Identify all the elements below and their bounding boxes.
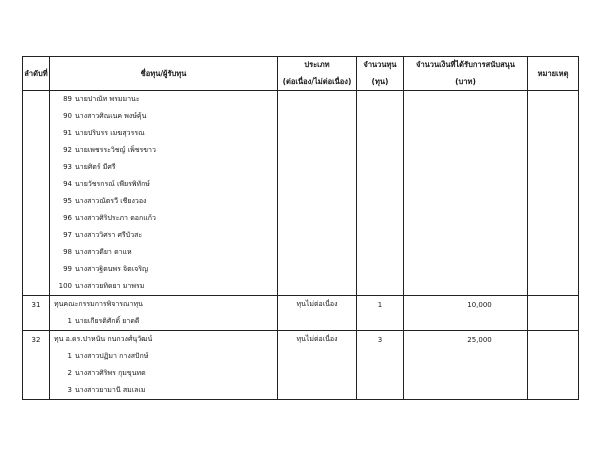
member-name: นายปาณัท พรมมานะ — [75, 95, 140, 103]
table-row — [23, 91, 579, 109]
member-entry — [50, 351, 148, 362]
member-entry — [50, 162, 116, 173]
member-cell — [50, 261, 278, 278]
member-entry — [50, 247, 132, 258]
member-entry — [50, 94, 140, 105]
col-name-header: ชื่อทุน/ผู้รับทุน — [50, 57, 278, 91]
amount-cell — [404, 365, 528, 382]
col-amount-subheader: (บาท) — [404, 74, 528, 91]
grant-count: 1 — [357, 296, 404, 314]
member-number: 95 — [63, 197, 72, 205]
amount-cell — [404, 108, 528, 125]
grant-amount: 10,000 — [404, 296, 528, 314]
type-cell — [278, 278, 357, 296]
type-cell — [278, 348, 357, 365]
amount-cell — [404, 313, 528, 331]
member-number: 89 — [63, 95, 72, 103]
count-cell — [357, 365, 404, 382]
count-cell — [357, 125, 404, 142]
amount-cell — [404, 176, 528, 193]
col-count-subheader: (ทุน) — [357, 74, 404, 91]
member-entry — [50, 385, 145, 396]
member-number: 91 — [63, 129, 72, 137]
no-cell — [23, 278, 50, 296]
member-number: 2 — [67, 369, 72, 377]
table-row — [23, 159, 579, 176]
grant-no: 31 — [23, 296, 50, 314]
no-cell — [23, 159, 50, 176]
table-row — [23, 210, 579, 227]
count-cell — [357, 382, 404, 400]
amount-cell — [404, 244, 528, 261]
col-amount-header: จำนวนเงินที่ได้รับการสนับสนุน — [404, 57, 528, 74]
amount-cell — [404, 227, 528, 244]
type-cell — [278, 159, 357, 176]
member-cell — [50, 382, 278, 400]
note-cell — [528, 244, 579, 261]
member-number: 96 — [63, 214, 72, 222]
member-cell — [50, 91, 278, 109]
amount-cell — [404, 142, 528, 159]
member-entry — [50, 128, 145, 139]
member-cell — [50, 125, 278, 142]
no-cell — [23, 244, 50, 261]
grant-amount: 25,000 — [404, 331, 528, 349]
member-number: 100 — [58, 282, 72, 290]
grant-title: ทุนคณะกรรมการพิจารณาทุน — [50, 296, 278, 314]
member-name: นายวัชรกรณ์ เพียรพิทักษ์ — [75, 180, 150, 188]
note-cell — [528, 296, 579, 314]
note-cell — [528, 227, 579, 244]
member-entry — [50, 213, 156, 224]
member-entry — [50, 179, 150, 190]
col-note-header: หมายเหตุ — [528, 57, 579, 91]
amount-cell — [404, 348, 528, 365]
grant-title: ทุน อ.ดร.ปาหนัน กนกวงศ์นุวัฒน์ — [50, 331, 278, 349]
table-row — [23, 348, 579, 365]
member-number: 90 — [63, 112, 72, 120]
member-number: 93 — [63, 163, 72, 171]
table-row — [23, 278, 579, 296]
note-cell — [528, 365, 579, 382]
note-cell — [528, 91, 579, 109]
type-cell — [278, 382, 357, 400]
member-name: นางสาวดียา ดาแห — [75, 248, 132, 256]
note-cell — [528, 193, 579, 210]
member-name: นางสาวศิริพร กุมขุนทด — [75, 369, 146, 377]
member-number: 1 — [67, 352, 72, 360]
member-entry — [50, 145, 156, 156]
count-cell — [357, 348, 404, 365]
no-cell — [23, 176, 50, 193]
col-type-subheader: (ต่อเนื่อง/ไม่ต่อเนื่อง) — [278, 74, 357, 91]
count-cell — [357, 227, 404, 244]
count-cell — [357, 278, 404, 296]
member-name: นายปริบรร เมฆสุวรรณ — [75, 129, 145, 137]
grant-type: ทุนไม่ต่อเนื่อง — [278, 331, 357, 349]
table-row — [23, 176, 579, 193]
type-cell — [278, 91, 357, 109]
member-name: นางสาวยามานี สมเลเม — [75, 386, 146, 394]
no-cell — [23, 193, 50, 210]
type-cell — [278, 176, 357, 193]
member-name: นายศิตร์ มีศรี — [75, 163, 116, 171]
count-cell — [357, 193, 404, 210]
type-cell — [278, 313, 357, 331]
amount-cell — [404, 278, 528, 296]
type-cell — [278, 193, 357, 210]
no-cell — [23, 261, 50, 278]
note-cell — [528, 382, 579, 400]
member-entry — [50, 264, 148, 275]
note-cell — [528, 313, 579, 331]
table-row — [23, 365, 579, 382]
table-row — [23, 313, 579, 331]
member-name: นางสาวศิริประภา ดอกแก้ว — [75, 214, 156, 222]
no-cell — [23, 227, 50, 244]
amount-cell — [404, 159, 528, 176]
note-cell — [528, 210, 579, 227]
note-cell — [528, 108, 579, 125]
member-number: 92 — [63, 146, 72, 154]
count-cell — [357, 142, 404, 159]
member-name: นางสาวปฏิมา กางสปักษ์ — [75, 352, 149, 360]
scholarship-table — [22, 56, 579, 400]
note-cell — [528, 278, 579, 296]
table-row — [23, 142, 579, 159]
note-cell — [528, 159, 579, 176]
table-row — [23, 244, 579, 261]
member-cell — [50, 193, 278, 210]
grant-no: 32 — [23, 331, 50, 349]
count-cell — [357, 244, 404, 261]
note-cell — [528, 125, 579, 142]
col-count-header: จำนวนทุน — [357, 57, 404, 74]
note-cell — [528, 142, 579, 159]
member-name: นางสาวศิณเนค พงษ์คุ้น — [75, 112, 147, 120]
member-name: นางสาวยทิดยา มาพรม — [75, 282, 145, 290]
member-cell — [50, 244, 278, 261]
table-header-row — [23, 57, 579, 74]
member-name: นางสาววิศรา ศรีบัวสะ — [75, 231, 143, 239]
count-cell — [357, 210, 404, 227]
member-cell — [50, 159, 278, 176]
member-entry — [50, 281, 144, 292]
amount-cell — [404, 261, 528, 278]
member-cell — [50, 176, 278, 193]
table-body — [23, 91, 579, 400]
member-cell — [50, 227, 278, 244]
note-cell — [528, 261, 579, 278]
no-cell — [23, 382, 50, 400]
no-cell — [23, 125, 50, 142]
amount-cell — [404, 193, 528, 210]
no-cell — [23, 210, 50, 227]
type-cell — [278, 227, 357, 244]
no-cell — [23, 91, 50, 109]
type-cell — [278, 261, 357, 278]
note-cell — [528, 348, 579, 365]
no-cell — [23, 142, 50, 159]
member-cell — [50, 313, 278, 331]
member-number: 97 — [63, 231, 72, 239]
member-name: นายเกียรติศักดิ์ ยาดดี — [75, 317, 140, 325]
member-name: นายเพชรระวิชญ์ เพ็ชรขาว — [75, 146, 156, 154]
member-number: 1 — [67, 317, 72, 325]
col-type-header: ประเภท — [278, 57, 357, 74]
member-number: 94 — [63, 180, 72, 188]
no-cell — [23, 365, 50, 382]
table-row — [23, 125, 579, 142]
member-cell — [50, 108, 278, 125]
count-cell — [357, 261, 404, 278]
amount-cell — [404, 91, 528, 109]
member-number: 3 — [67, 386, 72, 394]
type-cell — [278, 125, 357, 142]
grant-row — [23, 296, 579, 314]
amount-cell — [404, 125, 528, 142]
table-row — [23, 193, 579, 210]
member-cell — [50, 365, 278, 382]
type-cell — [278, 108, 357, 125]
count-cell — [357, 108, 404, 125]
no-cell — [23, 313, 50, 331]
member-entry — [50, 111, 146, 122]
note-cell — [528, 176, 579, 193]
member-number: 99 — [63, 265, 72, 273]
count-cell — [357, 313, 404, 331]
member-number: 98 — [63, 248, 72, 256]
amount-cell — [404, 382, 528, 400]
grant-type: ทุนไม่ต่อเนื่อง — [278, 296, 357, 314]
col-no-header: ลำดับที่ — [23, 57, 50, 91]
count-cell — [357, 176, 404, 193]
grant-row — [23, 331, 579, 349]
member-entry — [50, 230, 142, 241]
grant-count: 3 — [357, 331, 404, 349]
member-entry — [50, 316, 139, 327]
table-row — [23, 227, 579, 244]
type-cell — [278, 365, 357, 382]
type-cell — [278, 210, 357, 227]
table-row — [23, 382, 579, 400]
note-cell — [528, 331, 579, 349]
member-cell — [50, 142, 278, 159]
member-entry — [50, 196, 146, 207]
member-entry — [50, 368, 146, 379]
type-cell — [278, 244, 357, 261]
no-cell — [23, 108, 50, 125]
type-cell — [278, 142, 357, 159]
table-row — [23, 261, 579, 278]
member-name: นางสาวณัตรวี เชียงวอง — [75, 197, 147, 205]
member-cell — [50, 210, 278, 227]
amount-cell — [404, 210, 528, 227]
table-row — [23, 108, 579, 125]
count-cell — [357, 91, 404, 109]
member-cell — [50, 348, 278, 365]
count-cell — [357, 159, 404, 176]
no-cell — [23, 348, 50, 365]
member-name: นางสาวฐิตนพร จิตเจริญ — [75, 265, 148, 273]
member-cell — [50, 278, 278, 296]
